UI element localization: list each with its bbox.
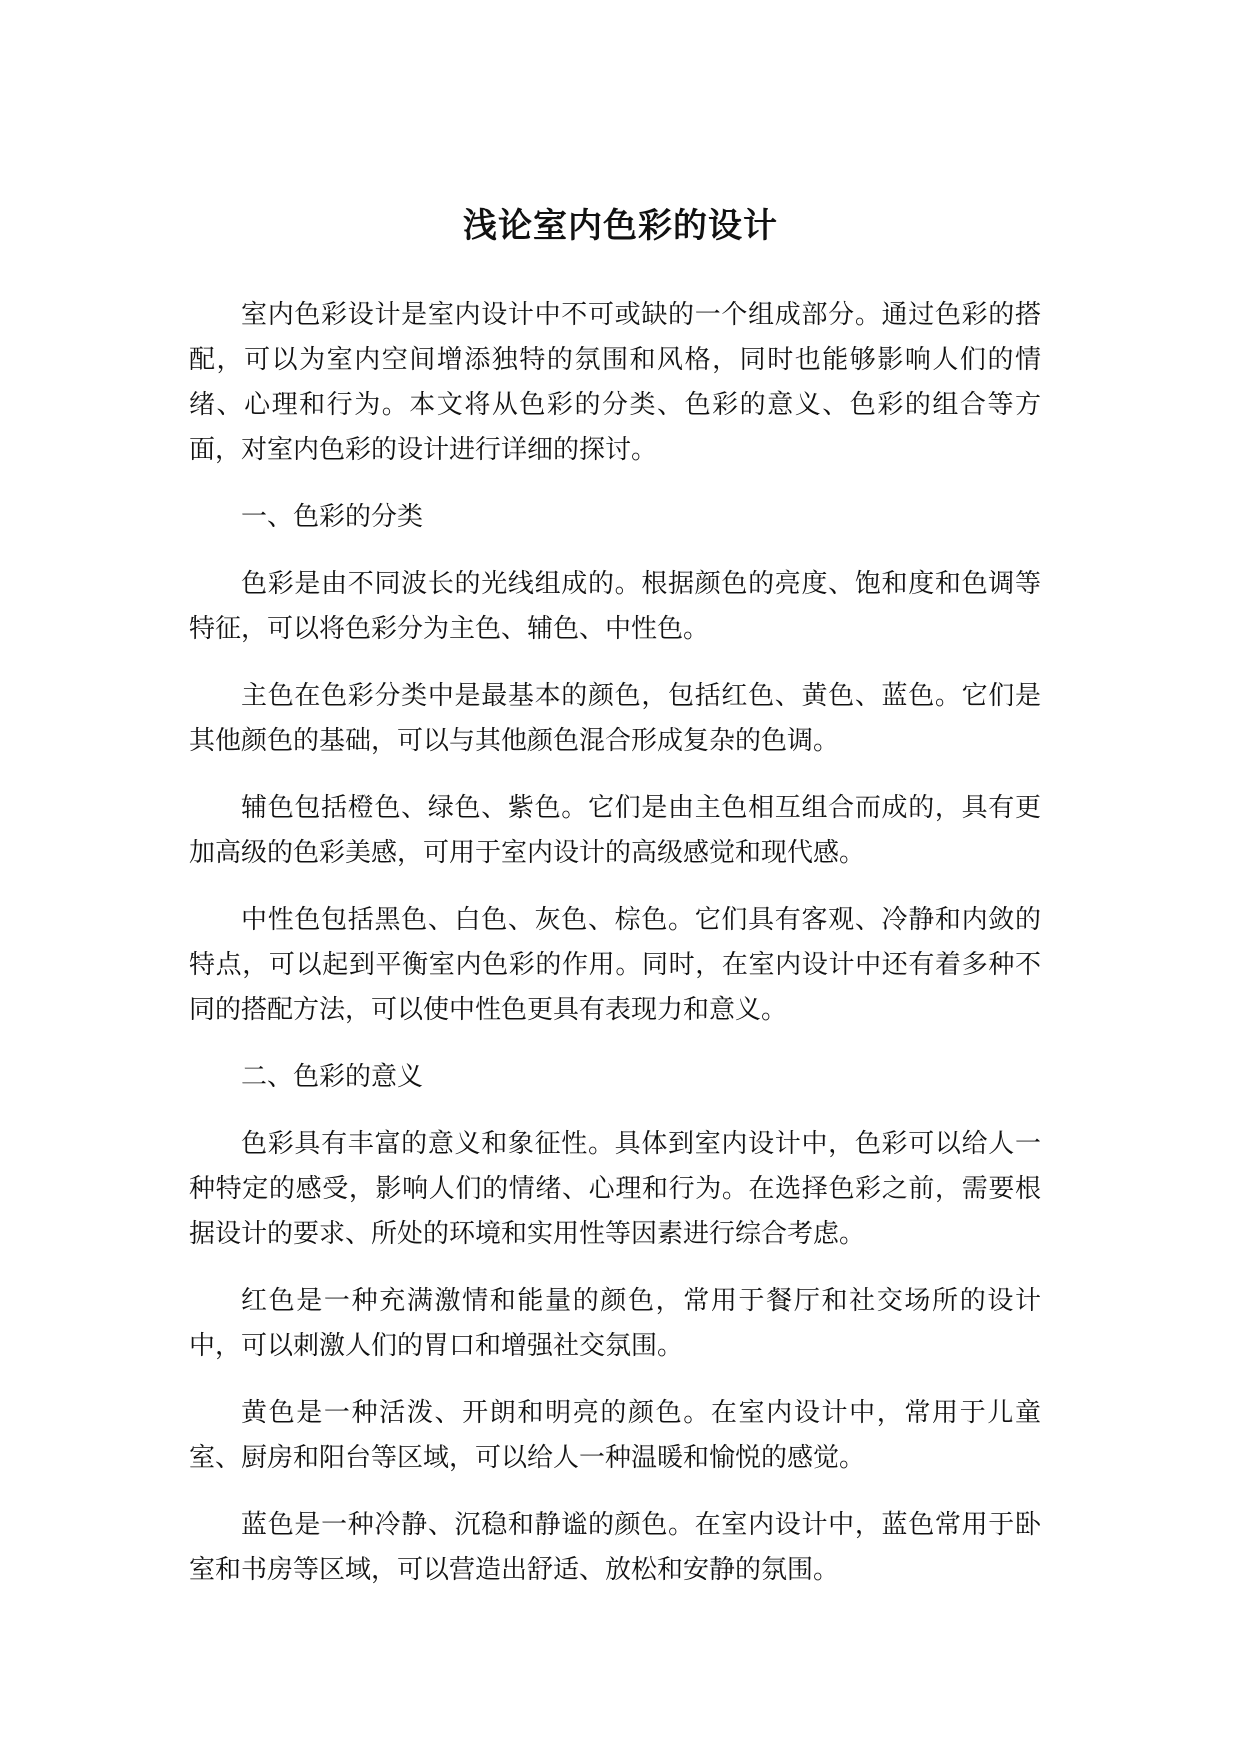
body-paragraph: 蓝色是一种冷静、沉稳和静谧的颜色。在室内设计中，蓝色常用于卧室和书房等区域，可以营造出舒适、放松和安静的氛围。 — [189, 1510, 1041, 1585]
intro-paragraph: 室内色彩设计是室内设计中不可或缺的一个组成部分。通过色彩的搭配，可以为室内空间增添独特的氛围和风格，同时也能够影响人们的情绪、心理和行为。本文将从色彩的分类、色彩的意义、色彩的组合等方面，对室内色彩的设计进行详细的探讨。 — [189, 300, 1041, 465]
body-paragraph: 红色是一种充满激情和能量的颜色，常用于餐厅和社交场所的设计中，可以刺激人们的胃口和增强社交氛围。 — [189, 1286, 1041, 1361]
document-body — [189, 293, 1041, 1593]
section-heading: 二、色彩的意义 — [241, 1062, 424, 1092]
page-title: 浅论室内色彩的设计 — [463, 205, 778, 246]
section-heading: 一、色彩的分类 — [241, 502, 424, 532]
body-paragraph: 中性色包括黑色、白色、灰色、棕色。它们具有客观、冷静和内敛的特点，可以起到平衡室内色彩的作用。同时，在室内设计中还有着多种不同的搭配方法，可以使中性色更具有表现力和意义。 — [189, 905, 1041, 1025]
body-paragraph: 色彩是由不同波长的光线组成的。根据颜色的亮度、饱和度和色调等特征，可以将色彩分为主色、辅色、中性色。 — [189, 569, 1041, 644]
body-paragraph: 主色在色彩分类中是最基本的颜色，包括红色、黄色、蓝色。它们是其他颜色的基础，可以与其他颜色混合形成复杂的色调。 — [189, 681, 1041, 756]
body-paragraph: 辅色包括橙色、绿色、紫色。它们是由主色相互组合而成的，具有更加高级的色彩美感，可用于室内设计的高级感觉和现代感。 — [189, 793, 1041, 868]
body-paragraph: 黄色是一种活泼、开朗和明亮的颜色。在室内设计中，常用于儿童室、厨房和阳台等区域，可以给人一种温暖和愉悦的感觉。 — [189, 1398, 1041, 1473]
body-paragraph: 色彩具有丰富的意义和象征性。具体到室内设计中，色彩可以给人一种特定的感受，影响人们的情绪、心理和行为。在选择色彩之前，需要根据设计的要求、所处的环境和实用性等因素进行综合考虑。 — [189, 1129, 1041, 1249]
